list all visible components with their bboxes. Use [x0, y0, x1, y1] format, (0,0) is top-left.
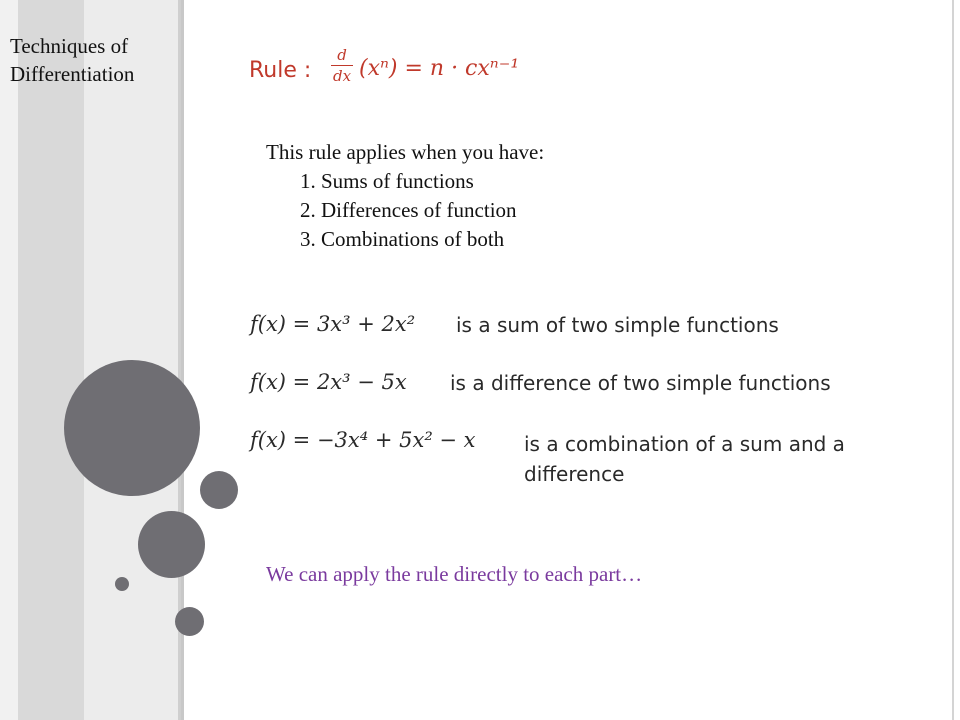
- conditions-list: [266, 167, 544, 254]
- derivative-denominator: dx: [332, 67, 352, 85]
- decorative-circle-small: [175, 607, 204, 636]
- list-item: 1. Sums of functions: [300, 169, 474, 193]
- list-item: 3. Combinations of both: [300, 227, 505, 251]
- example-sum: [250, 312, 779, 337]
- rule-conditions: [266, 138, 544, 254]
- example-formula: f(x) = 3x³ + 2x²: [250, 312, 416, 336]
- example-difference: [250, 370, 831, 395]
- decorative-circle-tiny: [115, 577, 129, 591]
- sidebar-band: [0, 0, 181, 720]
- rule-expression: (xⁿ) = n · cxⁿ⁻¹: [359, 56, 520, 81]
- example-formula: f(x) = 2x³ − 5x: [250, 370, 407, 394]
- example-formula: f(x) = −3x⁴ + 5x² − x: [250, 428, 476, 452]
- derivative-fraction: [331, 46, 353, 85]
- rule-label: Rule :: [249, 58, 312, 83]
- right-border: [952, 0, 954, 720]
- decorative-circle-medium: [138, 511, 205, 578]
- example-description: is a sum of two simple functions: [456, 313, 779, 337]
- example-description: is a combination of a sum and a difference: [524, 432, 845, 486]
- derivative-numerator: d: [337, 46, 347, 64]
- conclusion-text: We can apply the rule directly to each part…: [266, 562, 643, 586]
- conditions-lead: This rule applies when you have:: [266, 140, 545, 164]
- page-title: Techniques of Differentiation: [10, 34, 135, 86]
- example-description: is a difference of two simple functions: [450, 371, 831, 395]
- decorative-circle-small: [200, 471, 238, 509]
- example-combination: [250, 428, 845, 486]
- list-item: 2. Differences of function: [300, 198, 517, 222]
- decorative-circle-large: [64, 360, 200, 496]
- fraction-bar: [331, 65, 353, 66]
